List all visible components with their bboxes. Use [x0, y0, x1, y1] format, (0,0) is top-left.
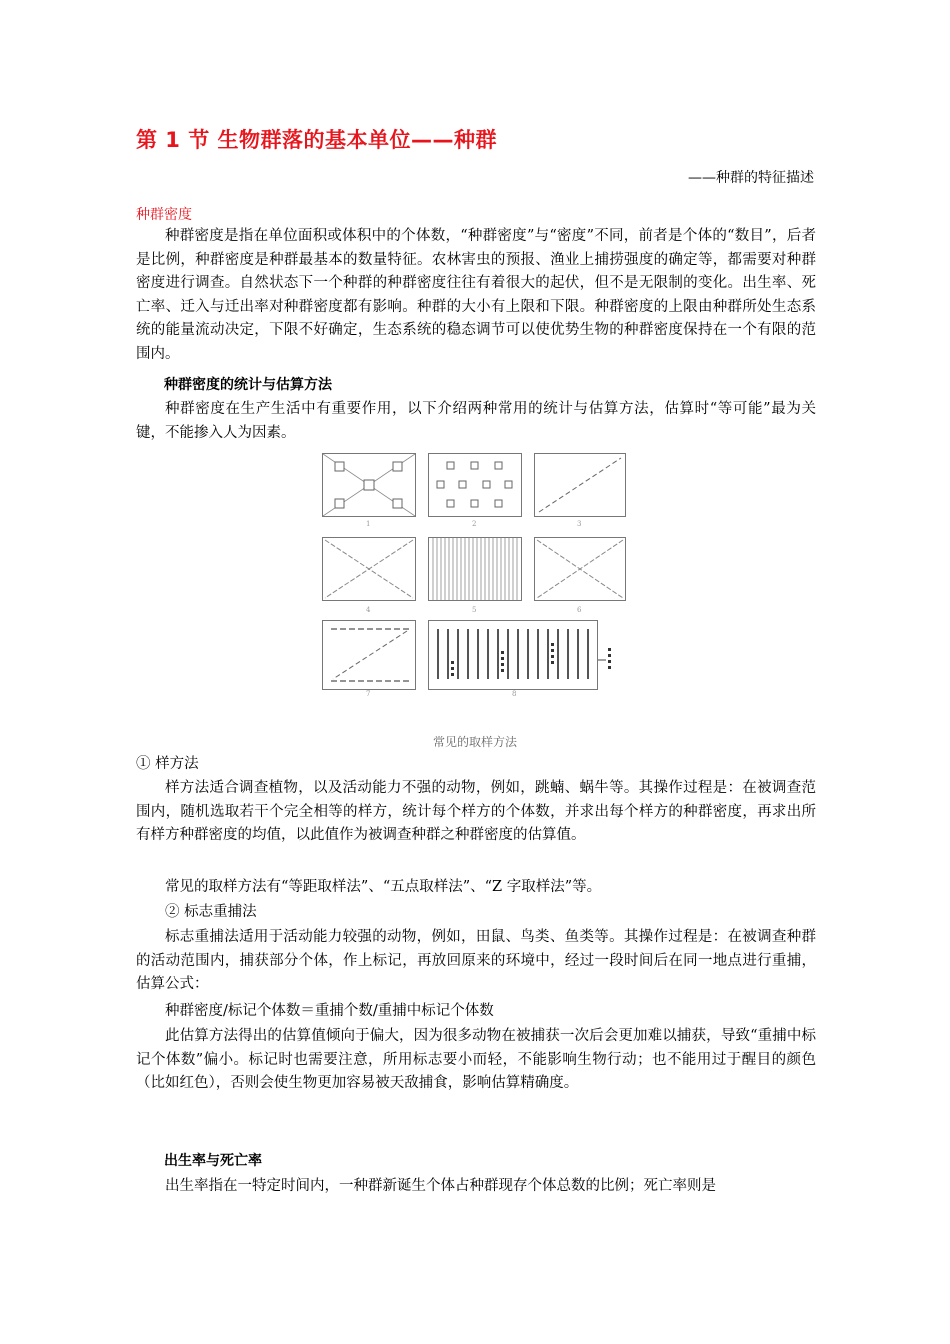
- sampling-methods-figure: [318, 450, 628, 700]
- figure-caption: 常见的取样方法: [432, 735, 517, 749]
- panel-label-8: 8: [512, 690, 517, 698]
- panel-diagonal: [534, 453, 626, 517]
- subtitle: ——种群的特征描述: [688, 170, 814, 186]
- heading-mark-recapture: ② 标志重捕法: [165, 904, 257, 920]
- heading-quadrat-method: ① 样方法: [136, 756, 199, 772]
- panel-five-point-x: [322, 453, 416, 517]
- panel-label-6: 6: [577, 606, 582, 614]
- panel-label-2: 2: [472, 520, 477, 528]
- paragraph-estimation-bias: 此估算方法得出的估算值倾向于偏大，因为很多动物在被捕获一次后会更加难以捕获，导致“重捕中标记个体数”偏小。标记时也需要注意，所用标志要小而轻，不能影响生物行动；也不能用过于醒目的颜色（比如红色），否则会使生物更加容易被天敌捕食，影响估算精确度。: [136, 1028, 816, 1092]
- formula: 种群密度/标记个体数＝重捕个数/重捕中标记个体数: [165, 1003, 494, 1019]
- panel-x-lines-2: [534, 537, 626, 601]
- panel-stratified-bars: [428, 620, 598, 690]
- panel-label-7: 7: [366, 690, 371, 698]
- panel-z-shape: [322, 620, 416, 690]
- paragraph-density-definition: 种群密度是指在单位面积或体积中的个体数，“种群密度”与“密度”不同，前者是个体的“数目”，后者是比例，种群密度是种群最基本的数量特征。农林害虫的预报、渔业上捕捞强度的确定等，都需要对种群密度进行调查。自然状态下一个种群的种群密度往往有着很大的起伏，但不是无限制的变化。出生率、死亡率、迁入与迁出率对种群密度都有影响。种群的大小有上限和下限。种群密度的上限由种群所处生态系统的能量流动决定，下限不好确定，生态系统的稳态调节可以使优势生物的种群密度保持在一个有限的范围内。: [136, 228, 816, 362]
- panel-label-4: 4: [366, 606, 371, 614]
- panel-equidistant-grid: [428, 453, 522, 517]
- panel-label-5: 5: [472, 606, 477, 614]
- panel-vertical-strips: [428, 537, 522, 601]
- paragraph-sampling-types: 常见的取样方法有“等距取样法”、“五点取样法”、“Z 字取样法”等。: [165, 879, 602, 895]
- section-heading-density: 种群密度: [136, 207, 192, 223]
- panel-x-lines: [322, 537, 416, 601]
- stratified-legend-marks: [598, 640, 618, 680]
- page-title: 第 1 节 生物群落的基本单位——种群: [136, 128, 498, 152]
- paragraph-methods-intro: 种群密度在生产生活中有重要作用，以下介绍两种常用的统计与估算方法，估算时“等可能”最为关键，不能掺入人为因素。: [136, 401, 816, 441]
- panel-label-3: 3: [577, 520, 582, 528]
- panel-label-1: 1: [366, 520, 371, 528]
- paragraph-birth-rate: 出生率指在一特定时间内，一种群新诞生个体占种群现存个体总数的比例；死亡率则是: [165, 1178, 716, 1194]
- paragraph-quadrat-method: 样方法适合调查植物，以及活动能力不强的动物，例如，跳蝻、蜗牛等。其操作过程是：在被调查范围内，随机选取若干个完全相等的样方，统计每个样方的个体数，并求出每个样方的种群密度，再求出所有样方种群密度的均值，以此值作为被调查种群之种群密度的估算值。: [136, 780, 816, 844]
- paragraph-mark-recapture: 标志重捕法适用于活动能力较强的动物，例如，田鼠、鸟类、鱼类等。其操作过程是：在被调查种群的活动范围内，捕获部分个体，作上标记，再放回原来的环境中，经过一段时间后在同一地点进行重捕，估算公式：: [136, 929, 816, 993]
- heading-estimation-methods: 种群密度的统计与估算方法: [164, 377, 332, 393]
- heading-birth-death-rate: 出生率与死亡率: [164, 1153, 262, 1169]
